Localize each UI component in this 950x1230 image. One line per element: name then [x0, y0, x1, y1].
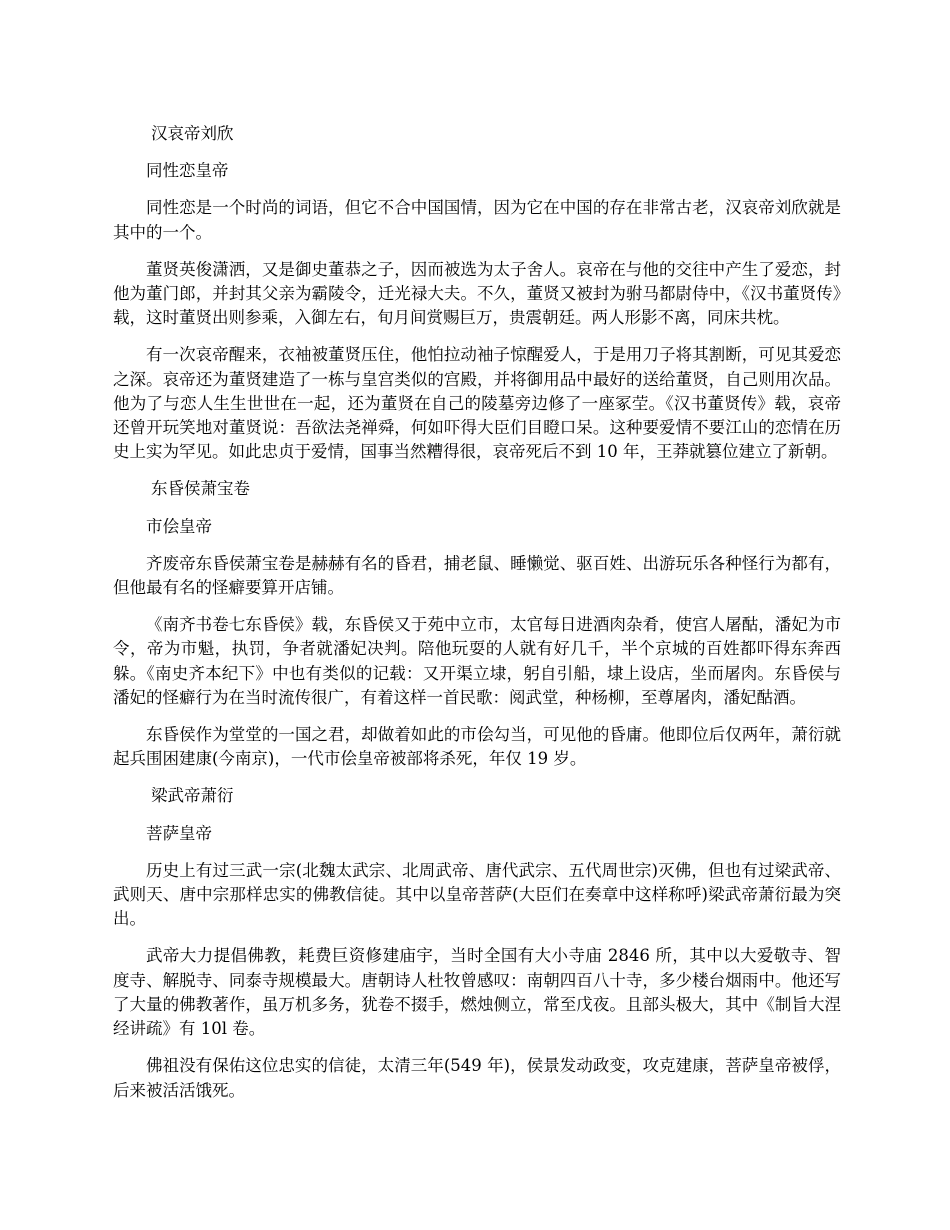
- document-page: [113, 122, 841, 1116]
- section-title: 梁武帝萧衍: [150, 786, 234, 806]
- section-title: 汉哀帝刘欣: [150, 124, 234, 143]
- section-donghun-marquis: [113, 477, 841, 771]
- section-subtitle: 同性恋皇帝: [146, 161, 229, 181]
- paragraph: 有一次哀帝醒来，衣袖被董贤压住，他怕拉动袖子惊醒爱人，于是用刀子将其割断，可见其爱恋之深。哀帝还为董贤建造了一栋与皇宫类似的宫殿，并将御用品中最好的送给董贤，自己则用次品。他为了与恋人生生世世在一起，还为董贤在自己的陵墓旁边修了一座冢茔。《汉书董贤传》载，哀帝还曾开玩笑地对董贤说：吾欲法尧禅舜，何如吓得大臣们目瞪口呆。这种要爱情不要江山的恋情在历史上实为罕见。如此忠贞于爱情，国事当然糟得很，哀帝死后不到 10 年，王莽就篡位建立了新朝。: [113, 345, 841, 462]
- section-subtitle: 菩萨皇帝: [146, 823, 212, 843]
- paragraph: 历史上有过三武一宗(北魏太武宗、北周武帝、唐代武宗、五代周世宗)灭佛，但也有过梁武帝、武则天、唐中宗那样忠实的佛教信徒。其中以皇帝菩萨(大臣们在奏章中这样称呼)梁武帝萧衍最为突出。: [113, 860, 841, 929]
- section-subtitle: 市侩皇帝: [146, 516, 212, 536]
- section-title: 东昏侯萧宝卷: [150, 479, 250, 499]
- section-emperor-ai-of-han: [113, 122, 841, 464]
- paragraph: 佛祖没有保佑这位忠实的信徒，太清三年(549 年)，侯景发动政变，攻克建康，菩萨皇帝被俘，后来被活活饿死。: [113, 1056, 841, 1100]
- paragraph: 齐废帝东昏侯萧宝卷是赫赫有名的昏君，捕老鼠、睡懒觉、驱百姓、出游玩乐各种怪行为都有，但他最有名的怪癖要算开店铺。: [113, 553, 841, 598]
- section-emperor-wu-of-liang: [113, 784, 841, 1102]
- paragraph: 董贤英俊潇洒，又是御史董恭之子，因而被选为太子舍人。哀帝在与他的交往中产生了爱恋，封他为董门郎，并封其父亲为霸陵令，迁光禄大夫。不久，董贤又被封为驸马都尉侍中，《汉书董贤传》载，这时董贤出则参乘，入御左右，旬月间赏赐巨万，贵震朝廷。两人形影不离，同床共枕。: [113, 259, 841, 328]
- paragraph: 武帝大力提倡佛教，耗费巨资修建庙宇，当时全国有大小寺庙 2846 所，其中以大爱敬寺、智度寺、解脱寺、同泰寺规模最大。唐朝诗人杜牧曾感叹：南朝四百八十寺，多少楼台烟雨中。他还写了大量的佛教著作，虽万机多务，犹卷不掇手，燃烛侧立，常至戊夜。且部头极大，其中《制旨大涅 经讲疏》有 10l 卷。: [113, 946, 841, 1039]
- paragraph: 东昏侯作为堂堂的一国之君，却做着如此的市侩勾当，可见他的昏庸。他即位后仅两年，萧衍就起兵围困建康(今南京)，一代市侩皇帝被部将杀死，年仅 19 岁。: [113, 725, 841, 769]
- paragraph: 同性恋是一个时尚的词语，但它不合中国国情，因为它在中国的存在非常古老，汉哀帝刘欣就是其中的一个。: [113, 198, 841, 242]
- paragraph: 《南齐书卷七东昏侯》载，东昏侯又于苑中立市，太官每日进酒肉杂肴，使宫人屠酤，潘妃为市令，帝为市魁，执罚，争者就潘妃决判。陪他玩耍的人就有好几千，半个京城的百姓都吓得东奔西躲。《南史齐本纪下》中也有类似的记载：又开渠立埭，躬自引船，埭上设店，坐而屠肉。东昏侯与潘妃的怪癖行为在当时流传很广，有着这样一首民歌：阅武堂，种杨柳，至尊屠肉，潘妃酤酒。: [113, 615, 841, 707]
